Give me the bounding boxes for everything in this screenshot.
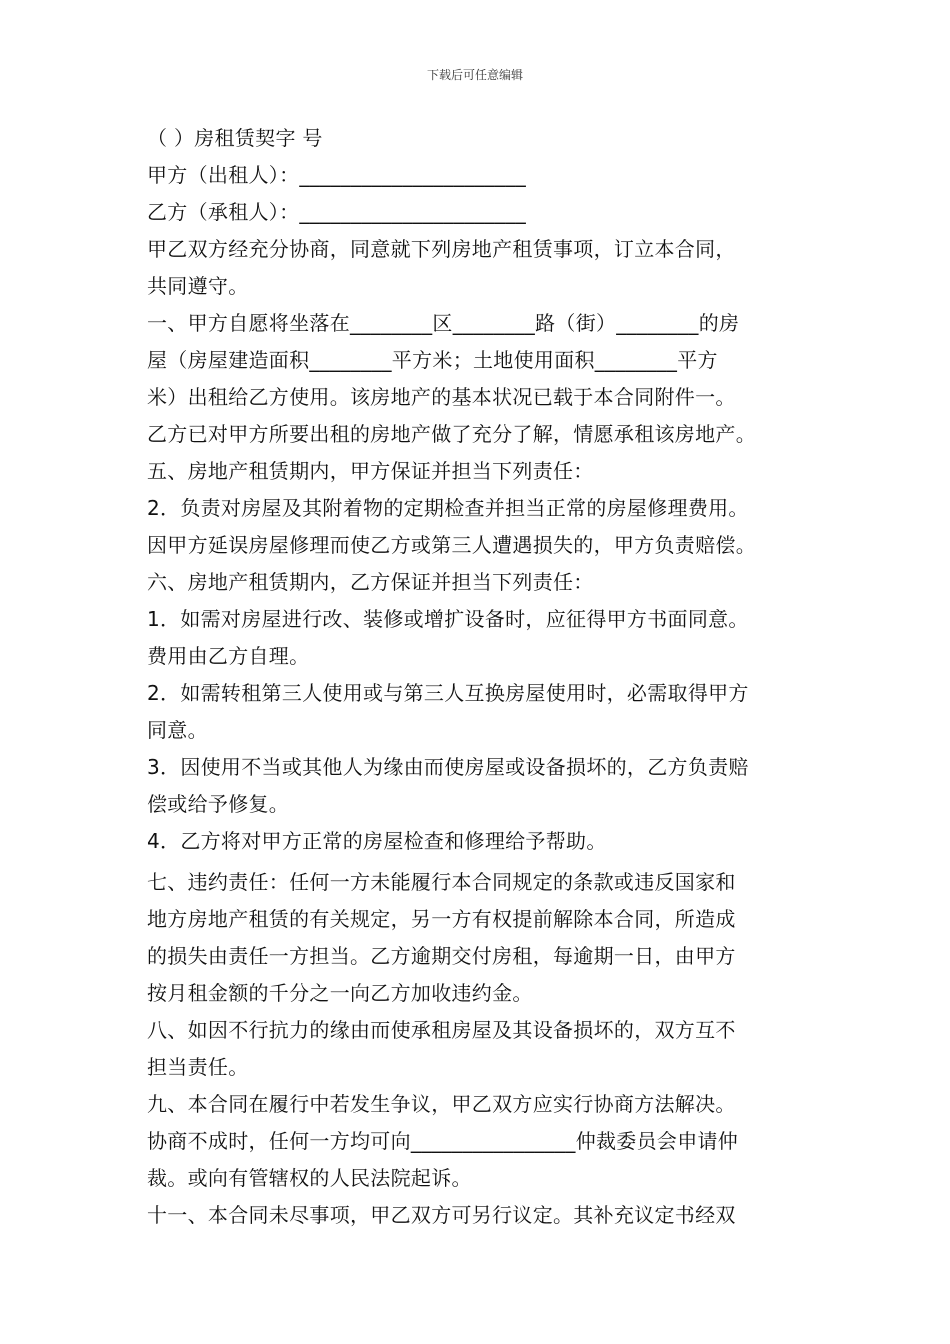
clause-6-item-line: 3．因使用不当或其他人为缘由而使房屋或设备损坏的，乙方负责赔 [147,755,749,779]
clause-6-item-line: 2．如需转租第三人使用或与第三人互换房屋使用时，必需取得甲方 [147,681,749,705]
clause-7-line: 七、违约责任：任何一方未能履行本合同规定的条款或违反国家和 [147,870,736,894]
clause-9-line: 协商不成时，任何一方均可向________________仲裁委员会申请仲 [147,1129,739,1153]
clause-7-line: 按月租金额的千分之一向乙方加收违约金。 [147,981,533,1005]
clause-6-item-line: 同意。 [147,718,208,742]
clause-6-item-line: 费用由乙方自理。 [147,644,310,668]
preamble-line: 甲乙双方经充分协商，同意就下列房地产租赁事项，订立本合同， [147,237,736,261]
contract-body [147,120,807,1234]
page-header: 下载后可任意编辑 [426,68,523,82]
clause-5-item-line: 2．负责对房屋及其附着物的定期检查并担当正常的房屋修理费用。 [147,496,749,520]
clause-7-line: 地方房地产租赁的有关规定，另一方有权提前解除本合同，所造成 [147,907,736,931]
clause-8-line: 八、如因不行抗力的缘由而使承租房屋及其设备损坏的，双方互不 [147,1018,736,1042]
clause-1-line: 屋（房屋建造面积________平方米；土地使用面积________平方 [147,348,718,372]
clause-11-line: 十一、本合同未尽事项，甲乙双方可另行议定。其补充议定书经双 [147,1203,736,1227]
lessee-line: 乙方（承租人）：______________________ [147,200,526,224]
clause-6-item-line: 4．乙方将对甲方正常的房屋检查和修理给予帮助。 [147,829,607,853]
clause-6-heading: 六、房地产租赁期内，乙方保证并担当下列责任： [147,570,594,594]
clause-9-line: 裁。或向有管辖权的人民法院起诉。 [147,1166,472,1190]
contract-number-line: （ ）房租赁契字 号 [147,126,323,150]
clause-9-line: 九、本合同在履行中若发生争议，甲乙双方应实行协商方法解决。 [147,1092,736,1116]
clause-1-line: 米）出租给乙方使用。该房地产的基本状况已载于本合同附件一。 [147,385,736,409]
clause-6-item-line: 偿或给予修复。 [147,792,290,816]
clause-1-line: 一、甲方自愿将坐落在________区________路（街）________的房 [147,311,740,335]
clause-1-line: 乙方已对甲方所要出租的房地产做了充分了解，情愿承租该房地产。 [147,422,756,446]
clause-5-heading: 五、房地产租赁期内，甲方保证并担当下列责任： [147,459,594,483]
clause-5-item-line: 因甲方延误房屋修理而使乙方或第三人遭遇损失的，甲方负责赔偿。 [147,533,756,557]
clause-7-line: 的损失由责任一方担当。乙方逾期交付房租，每逾期一日，由甲方 [147,944,736,968]
clause-8-line: 担当责任。 [147,1055,249,1079]
preamble-line: 共同遵守。 [147,274,249,298]
lessor-line: 甲方（出租人）：______________________ [147,163,526,187]
clause-6-item-line: 1．如需对房屋进行改、装修或增扩设备时，应征得甲方书面同意。 [147,607,749,631]
